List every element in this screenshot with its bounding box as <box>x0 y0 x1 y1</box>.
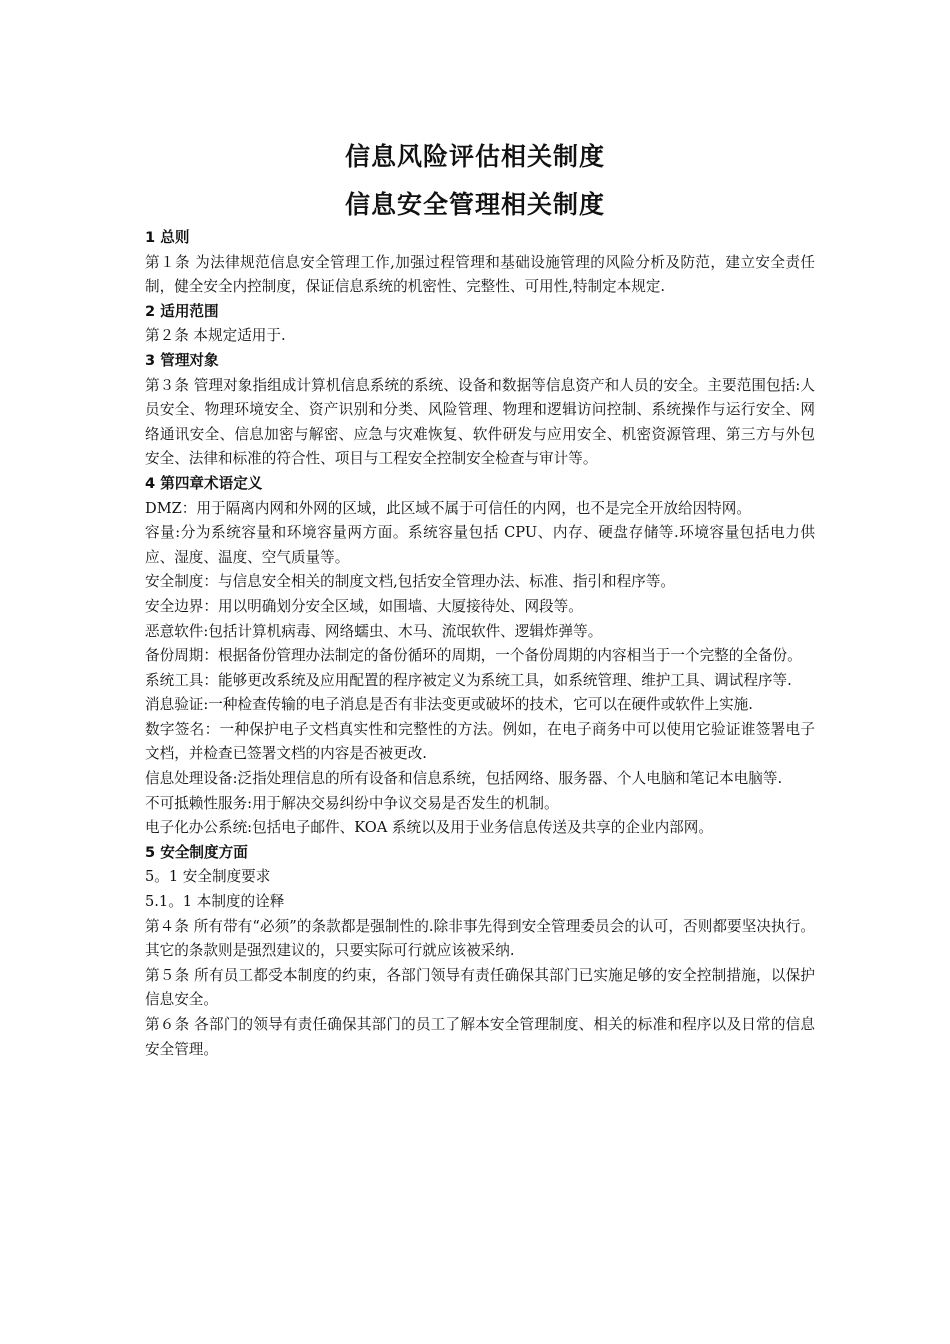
paragraph: 数字签名：一种保护电子文档真实性和完整性的方法。例如，在电子商务中可以使用它验证谁签署电子文档，并检查已签署文档的内容是否被更改. <box>145 720 815 763</box>
section-heading: 3 管理对象 <box>145 351 219 369</box>
paragraph: 备份周期：根据备份管理办法制定的备份循环的周期，一个备份周期的内容相当于一个完整的全备份。 <box>145 647 802 665</box>
document-body <box>145 226 815 1062</box>
document-title: 信息风险评估相关制度 <box>344 142 605 171</box>
section-heading: 5 安全制度方面 <box>145 843 248 861</box>
section-heading: 2 适用范围 <box>145 302 219 320</box>
paragraph: 第２条 本规定适用于. <box>145 327 286 345</box>
paragraph: 第５条 所有员工都受本制度的约束，各部门领导有责任确保其部门已实施足够的安全控制措施，以保护信息安全。 <box>145 966 815 1009</box>
paragraph: 信息处理设备:泛指处理信息的所有设备和信息系统，包括网络、服务器、个人电脑和笔记本电脑等. <box>145 770 783 788</box>
paragraph: 第３条 管理对象指组成计算机信息系统的系统、设备和数据等信息资产和人员的安全。主要范围包括:人员安全、物理环境安全、资产识别和分类、风险管理、物理和逻辑访问控制、系统操作与运行安全、网络通讯安全、信息加密与解密、应急与灾难恢复、软件研发与应用安全、机密资源管理、第三方与外包安全、法律和标准的符合性、项目与工程安全控制安全检查与审计等。 <box>145 376 815 468</box>
paragraph: 电子化办公系统:包括电子邮件、KOA 系统以及用于业务信息传送及共享的企业内部网。 <box>145 819 713 837</box>
paragraph: 消息验证:一种检查传输的电子消息是否有非法变更或破坏的技术，它可以在硬件或软件上实施. <box>145 696 753 714</box>
section-heading: 1 总则 <box>145 229 190 246</box>
paragraph: DMZ：用于隔离内网和外网的区域，此区域不属于可信任的内网，也不是完全开放给因特网。 <box>145 499 751 517</box>
paragraph: 5。1 安全制度要求 <box>145 868 271 886</box>
paragraph: 5.1。1 本制度的诠释 <box>145 893 285 911</box>
paragraph: 系统工具：能够更改系统及应用配置的程序被定义为系统工具，如系统管理、维护工具、调试程序等. <box>145 671 792 689</box>
document-subtitle: 信息安全管理相关制度 <box>344 190 605 219</box>
paragraph: 第１条 为法律规范信息安全管理工作,加强过程管理和基础设施管理的风险分析及防范，建立安全责任制，健全安全内控制度，保证信息系统的机密性、完整性、可用性,特制定本规定. <box>145 253 815 296</box>
paragraph: 第６条 各部门的领导有责任确保其部门的员工了解本安全管理制度、相关的标准和程序以及日常的信息安全管理。 <box>145 1016 815 1058</box>
paragraph: 安全制度：与信息安全相关的制度文档,包括安全管理办法、标准、指引和程序等。 <box>145 573 676 591</box>
paragraph: 不可抵赖性服务:用于解决交易纠纷中争议交易是否发生的机制。 <box>145 794 559 812</box>
paragraph: 第４条 所有带有“必须”的条款都是强制性的.除非事先得到安全管理委员会的认可，否则都要坚决执行。其它的条款则是强烈建议的，只要实际可行就应该被采纳. <box>145 917 815 960</box>
paragraph: 容量:分为系统容量和环境容量两方面。系统容量包括 CPU、内存、硬盘存储等.环境容量包括电力供应、湿度、温度、空气质量等。 <box>145 524 815 566</box>
section-heading: 4 第四章术语定义 <box>145 474 263 492</box>
paragraph: 恶意软件:包括计算机病毒、网络蠕虫、木马、流氓软件、逻辑炸弹等。 <box>145 622 603 640</box>
paragraph: 安全边界：用以明确划分安全区域，如围墙、大厦接待处、网段等。 <box>145 597 583 615</box>
